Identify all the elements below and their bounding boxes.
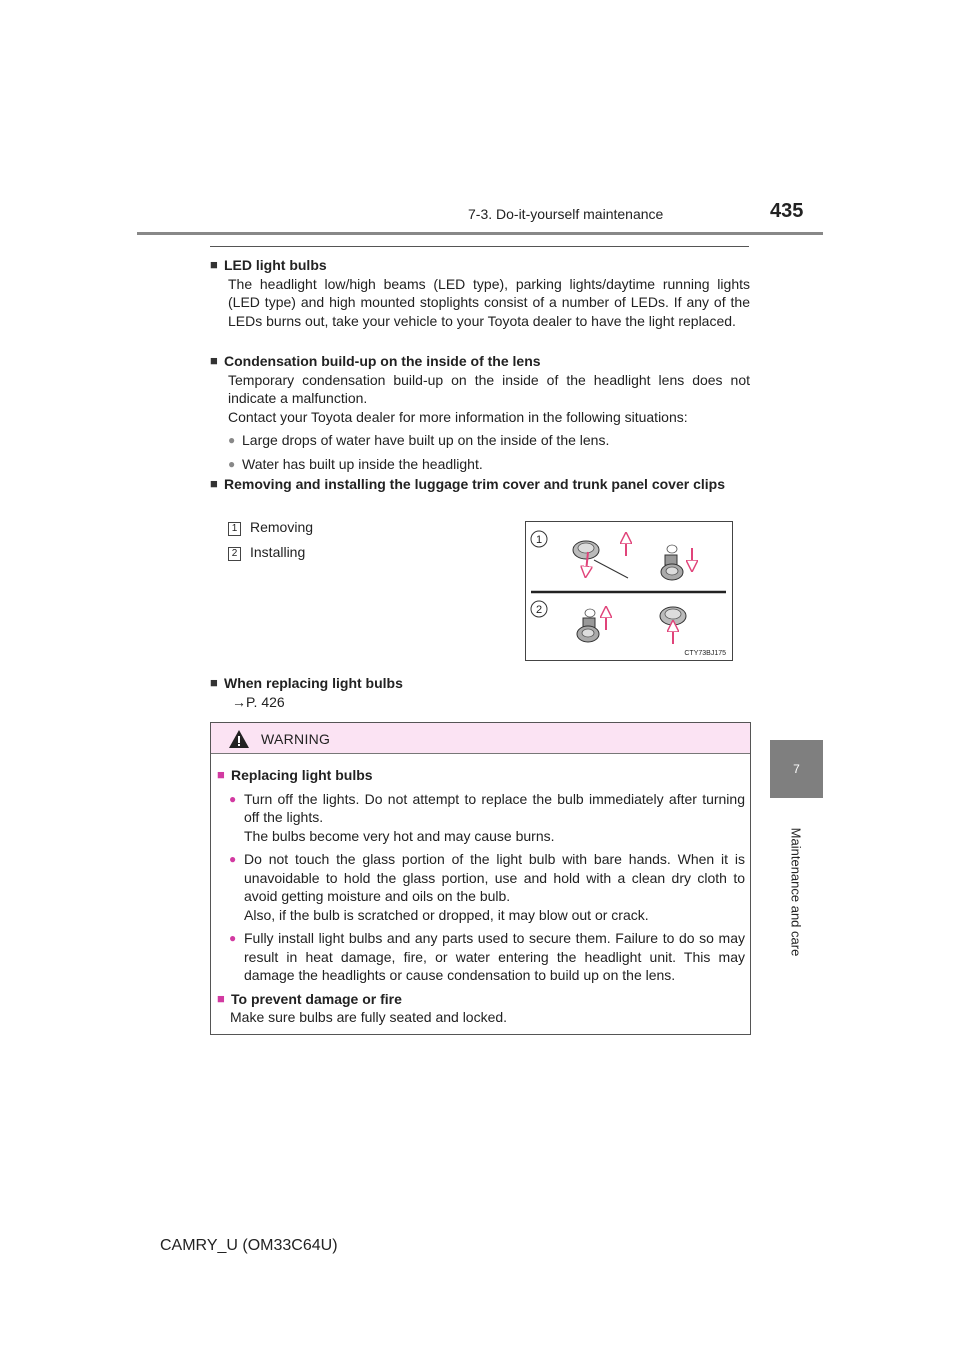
page-reference: →P. 426	[232, 693, 285, 710]
step-number: 2	[228, 547, 241, 561]
section-body: Contact your Toyota dealer for more information in the following situations:	[228, 408, 688, 425]
warning-bullet-text: Also, if the bulb is scratched or dropped, it may blow out or crack.	[244, 906, 649, 923]
section-title: ■ Removing and installing the luggage trim cover and trunk panel cover clips	[210, 475, 750, 494]
step-label: Removing	[250, 519, 314, 535]
bullet-item: ● Large drops of water have built up on the inside of the lens.	[210, 431, 750, 450]
section-clips	[210, 475, 750, 494]
warning-section-body: Make sure bulbs are fully seated and locked.	[230, 1009, 508, 1025]
step-item	[228, 518, 478, 537]
bullet-item: ● Water has built up inside the headlight.	[210, 455, 750, 474]
figure-number-label: 2	[535, 604, 543, 616]
content-top-rule	[210, 246, 749, 247]
clip-installing-2	[660, 607, 686, 644]
clip-installing-1	[577, 609, 606, 642]
figure-number-2	[531, 601, 547, 617]
section-body: Temporary condensation build-up on the inside of the headlight lens does not indicate a malfunction.	[228, 371, 750, 406]
step-item	[228, 543, 478, 562]
warning-bullet-text: The bulbs become very hot and may cause burns.	[244, 827, 555, 844]
step-list	[210, 518, 478, 561]
section-condensation	[210, 352, 750, 473]
warning-triangle-icon	[228, 729, 250, 749]
warning-bullet	[212, 850, 745, 924]
clip-illustration	[525, 521, 733, 661]
warning-bullet	[212, 790, 745, 846]
page-number: 435	[770, 200, 804, 222]
warning-header	[211, 723, 750, 754]
figure-number-1	[531, 531, 547, 547]
section-title: ■ When replacing light bulbs	[210, 674, 750, 693]
warning-bullet-text: ● Turn off the lights. Do not attempt to replace the bulb immediately after turning off the lights.	[244, 790, 745, 825]
warning-section-title: ■ To prevent damage or fire	[217, 990, 745, 1009]
section-title: ■ Condensation build-up on the inside of the lens	[210, 352, 750, 371]
section-title: ■ LED light bulbs	[210, 256, 750, 275]
clip-removing-2	[661, 545, 692, 580]
step-label: Installing	[250, 543, 306, 560]
warning-label: WARNING	[261, 731, 331, 747]
warning-section-title: ■ Replacing light bulbs	[217, 766, 745, 785]
section-header: 7-3. Do-it-yourself maintenance	[468, 206, 664, 222]
clip-diagram	[526, 522, 732, 660]
figure-number-label: 1	[535, 534, 543, 546]
warning-bullet-text: ● Do not touch the glass portion of the light bulb with bare hands. When it is unavoidable to hold the glass portion, use and hold with a clean dry cloth to avoid getting moisture and oils on the bulb.	[244, 851, 745, 904]
chapter-label-text: Maintenance and care	[788, 827, 804, 957]
figure-code: CTY73BJ175	[684, 650, 726, 657]
footer-model-code: CAMRY_U (OM33C64U)	[160, 1237, 338, 1254]
section-led	[210, 256, 750, 330]
chapter-number: 7	[793, 762, 800, 776]
section-body: The headlight low/high beams (LED type), parking lights/daytime running lights (LED type) and high mounted stoplights consist of a number of LEDs. If any of the LEDs burns out, take your vehicle to your Toyota dealer to have the light replaced.	[228, 275, 750, 329]
warning-body	[211, 766, 745, 1027]
header-rule	[137, 232, 823, 235]
warning-box	[210, 722, 751, 1035]
step-number: 1	[228, 522, 241, 536]
section-replacing	[210, 674, 750, 711]
warning-bullet: ● Fully install light bulbs and any parts used to secure them. Failure to do so may result in heat damage, fire, or water entering the headlight unit. This may damage the headlights or cause condensation to build up on the lens.	[212, 929, 745, 985]
clip-removing-1	[573, 538, 628, 578]
chapter-label	[786, 827, 806, 957]
